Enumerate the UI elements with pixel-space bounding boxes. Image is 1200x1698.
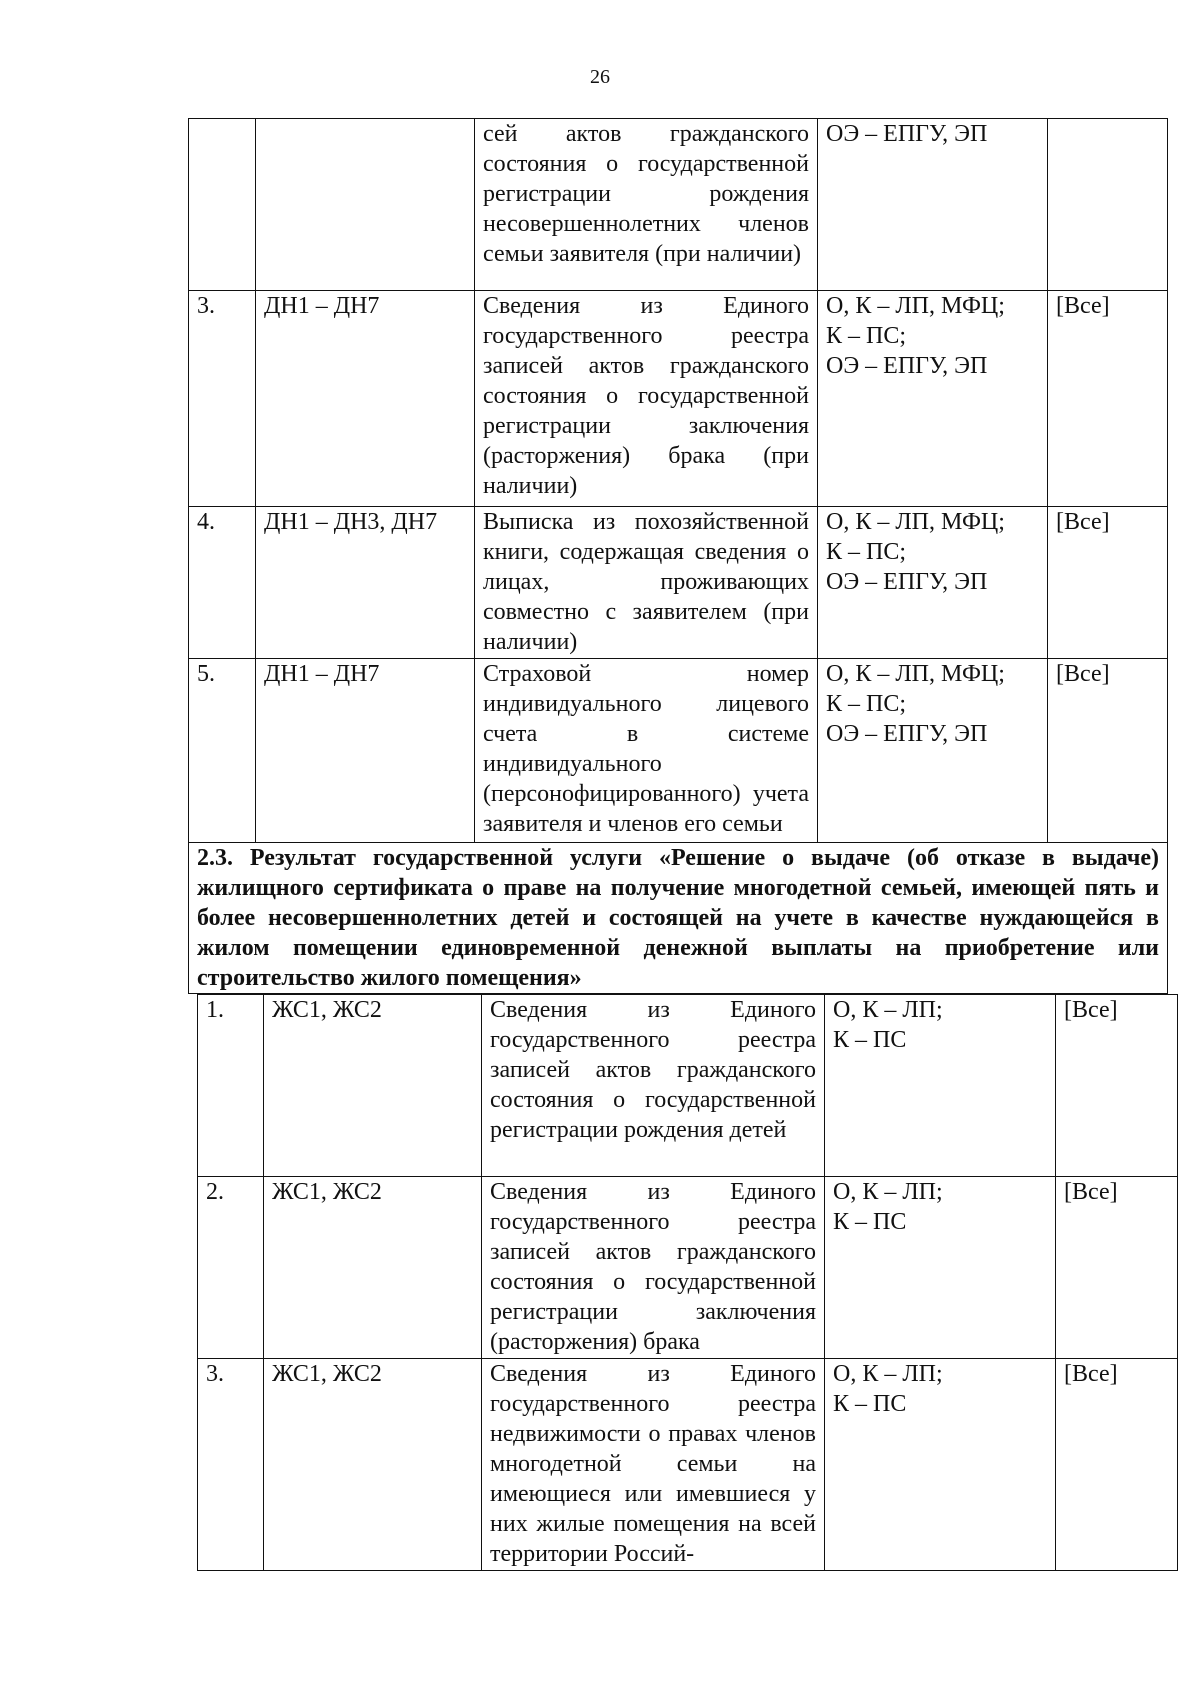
row-codes-cell: ЖС1, ЖС2	[264, 1177, 482, 1359]
section-heading-row	[189, 843, 1168, 994]
row-description-cell: Выписка из похозяйственной книги, содержащая сведения о лицах, проживающих совместно с заявителем (при наличии)	[475, 507, 818, 659]
row-recipients-cell: [Все]	[1048, 659, 1168, 843]
row-codes-cell: ДН1 – ДН7	[256, 659, 475, 843]
row-number-cell: 5.	[189, 659, 256, 843]
row-recipients-cell: [Все]	[1056, 1177, 1178, 1359]
table-row	[198, 1177, 1178, 1359]
row-codes-cell: ЖС1, ЖС2	[264, 995, 482, 1177]
table-row	[189, 119, 1168, 291]
row-codes-cell: ЖС1, ЖС2	[264, 1359, 482, 1571]
row-channels-cell: О, К – ЛП; К – ПС	[825, 1359, 1056, 1571]
table-row	[189, 291, 1168, 507]
row-channels-cell: О, К – ЛП; К – ПС	[825, 1177, 1056, 1359]
row-channels-cell: ОЭ – ЕПГУ, ЭП	[818, 119, 1048, 291]
row-recipients-cell	[1048, 119, 1168, 291]
row-channels-cell: О, К – ЛП, МФЦ; К – ПС; ОЭ – ЕПГУ, ЭП	[818, 291, 1048, 507]
table-row	[198, 1359, 1178, 1571]
row-description-cell: Сведения из Единого государственного реестра записей актов гражданского состояния о государственной регистрации заключения (расторжения) брака (при наличии)	[475, 291, 818, 507]
row-codes-cell: ДН1 – ДН7	[256, 291, 475, 507]
row-recipients-cell: [Все]	[1056, 1359, 1178, 1571]
row-number-cell: 1.	[198, 995, 264, 1177]
table-row	[189, 507, 1168, 659]
row-description-cell: Страховой номер индивидуального лицевого счета в системе индивидуального (персонофицированного) учета заявителя и членов его семьи	[475, 659, 818, 843]
documents-table-part2	[197, 994, 1178, 1571]
section-heading: 2.3. Результат государственной услуги «Решение о выдаче (об отказе в выдаче) жилищного сертификата о праве на получение многодетной семьей, имеющей пять и более несовершеннолетних детей и состоящей на учете в качестве нуждающейся в жилом помещении единовременной денежной выплаты на приобретение или строительство жилого помещения»	[189, 843, 1168, 994]
row-channels-cell: О, К – ЛП, МФЦ; К – ПС; ОЭ – ЕПГУ, ЭП	[818, 507, 1048, 659]
table-row	[198, 995, 1178, 1177]
row-recipients-cell: [Все]	[1048, 507, 1168, 659]
page-number: 26	[590, 66, 610, 88]
row-recipients-cell: [Все]	[1048, 291, 1168, 507]
row-codes-cell	[256, 119, 475, 291]
documents-table-part1	[188, 118, 1168, 994]
row-channels-cell: О, К – ЛП, МФЦ; К – ПС; ОЭ – ЕПГУ, ЭП	[818, 659, 1048, 843]
row-number-cell: 4.	[189, 507, 256, 659]
table-row	[189, 659, 1168, 843]
row-recipients-cell: [Все]	[1056, 995, 1178, 1177]
row-number-cell	[189, 119, 256, 291]
row-description-cell: Сведения из Единого государственного реестра недвижимости о правах членов многодетной семьи на имеющиеся или имевшиеся у них жилые помещения на всей территории Россий-	[482, 1359, 825, 1571]
row-channels-cell: О, К – ЛП; К – ПС	[825, 995, 1056, 1177]
row-description-cell: Сведения из Единого государственного реестра записей актов гражданского состояния о государственной регистрации заключения (расторжения) брака	[482, 1177, 825, 1359]
row-description-cell: сей актов гражданского состояния о государственной регистрации рождения несовершеннолетних членов семьи заявителя (при наличии)	[475, 119, 818, 291]
row-codes-cell: ДН1 – ДН3, ДН7	[256, 507, 475, 659]
row-number-cell: 3.	[189, 291, 256, 507]
row-description-cell: Сведения из Единого государственного реестра записей актов гражданского состояния о государственной регистрации рождения детей	[482, 995, 825, 1177]
row-number-cell: 2.	[198, 1177, 264, 1359]
row-number-cell: 3.	[198, 1359, 264, 1571]
